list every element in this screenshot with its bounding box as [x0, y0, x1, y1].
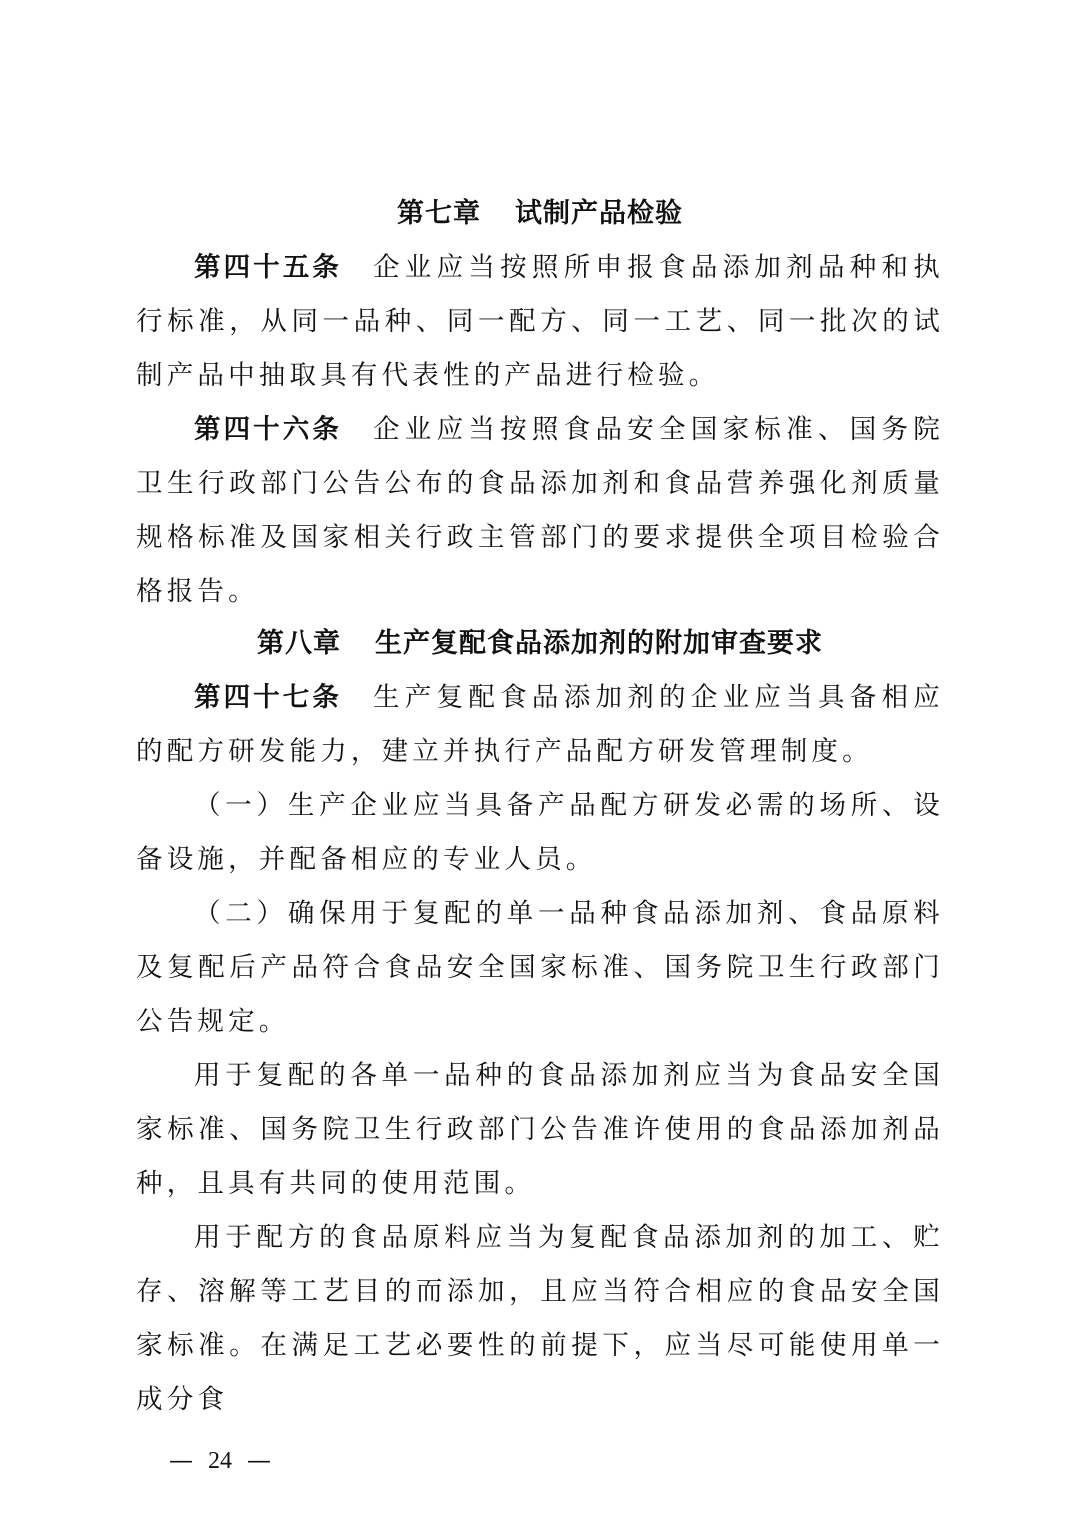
article-46-text: 企业应当按照食品安全国家标准、国务院卫生行政部门公告公布的食品添加剂和食品营养强化剂质量规格标准及国家相关行政主管部门的要求提供全项目检验合格报告。: [136, 414, 945, 607]
article-45: [136, 241, 944, 403]
article-47: [136, 671, 944, 779]
paragraph-single-additives: 用于复配的各单一品种的食品添加剂应当为食品安全国家标准、国务院卫生行政部门公告准许使用的食品添加剂品种，且具有共同的使用范围。: [136, 1060, 944, 1199]
footer-dash-left: —: [169, 1446, 193, 1474]
paragraph-food-raw-materials: 用于配方的食品原料应当为复配食品添加剂的加工、贮存、溶解等工艺目的而添加，且应当符合相应的食品安全国家标准。在满足工艺必要性的前提下，应当尽可能使用单一成分食: [136, 1222, 944, 1415]
article-45-label: 第四十五条: [194, 252, 342, 283]
chapter-8-number: 第八章: [257, 628, 341, 659]
article-47-text: 生产复配食品添加剂的企业应当具备相应的配方研发能力，建立并执行产品配方研发管理制度。: [136, 682, 945, 767]
article-47-item-1: （一）生产企业应当具备产品配方研发必需的场所、设备设施，并配备相应的专业人员。: [136, 790, 944, 875]
chapter-7-title: 试制产品检验: [515, 198, 683, 229]
article-46-label: 第四十六条: [194, 414, 342, 445]
article-47-label: 第四十七条: [194, 682, 342, 713]
chapter-7-number: 第七章: [397, 198, 481, 229]
article-47-item-2: （二）确保用于复配的单一品种食品添加剂、食品原料及复配后产品符合食品安全国家标准、国务院卫生行政部门公告规定。: [136, 898, 944, 1037]
chapter-7-heading: [136, 194, 944, 234]
chapter-8-title: 生产复配食品添加剂的附加审查要求: [375, 628, 823, 659]
page-footer: [166, 1440, 274, 1481]
page-number: 24: [208, 1448, 232, 1474]
footer-dash-right: —: [247, 1446, 271, 1474]
article-45-text: 企业应当按照所申报食品添加剂品种和执行标准，从同一品种、同一配方、同一工艺、同一批次的试制产品中抽取具有代表性的产品进行检验。: [136, 252, 945, 391]
article-46: [136, 403, 944, 619]
chapter-8-heading: [136, 624, 944, 664]
